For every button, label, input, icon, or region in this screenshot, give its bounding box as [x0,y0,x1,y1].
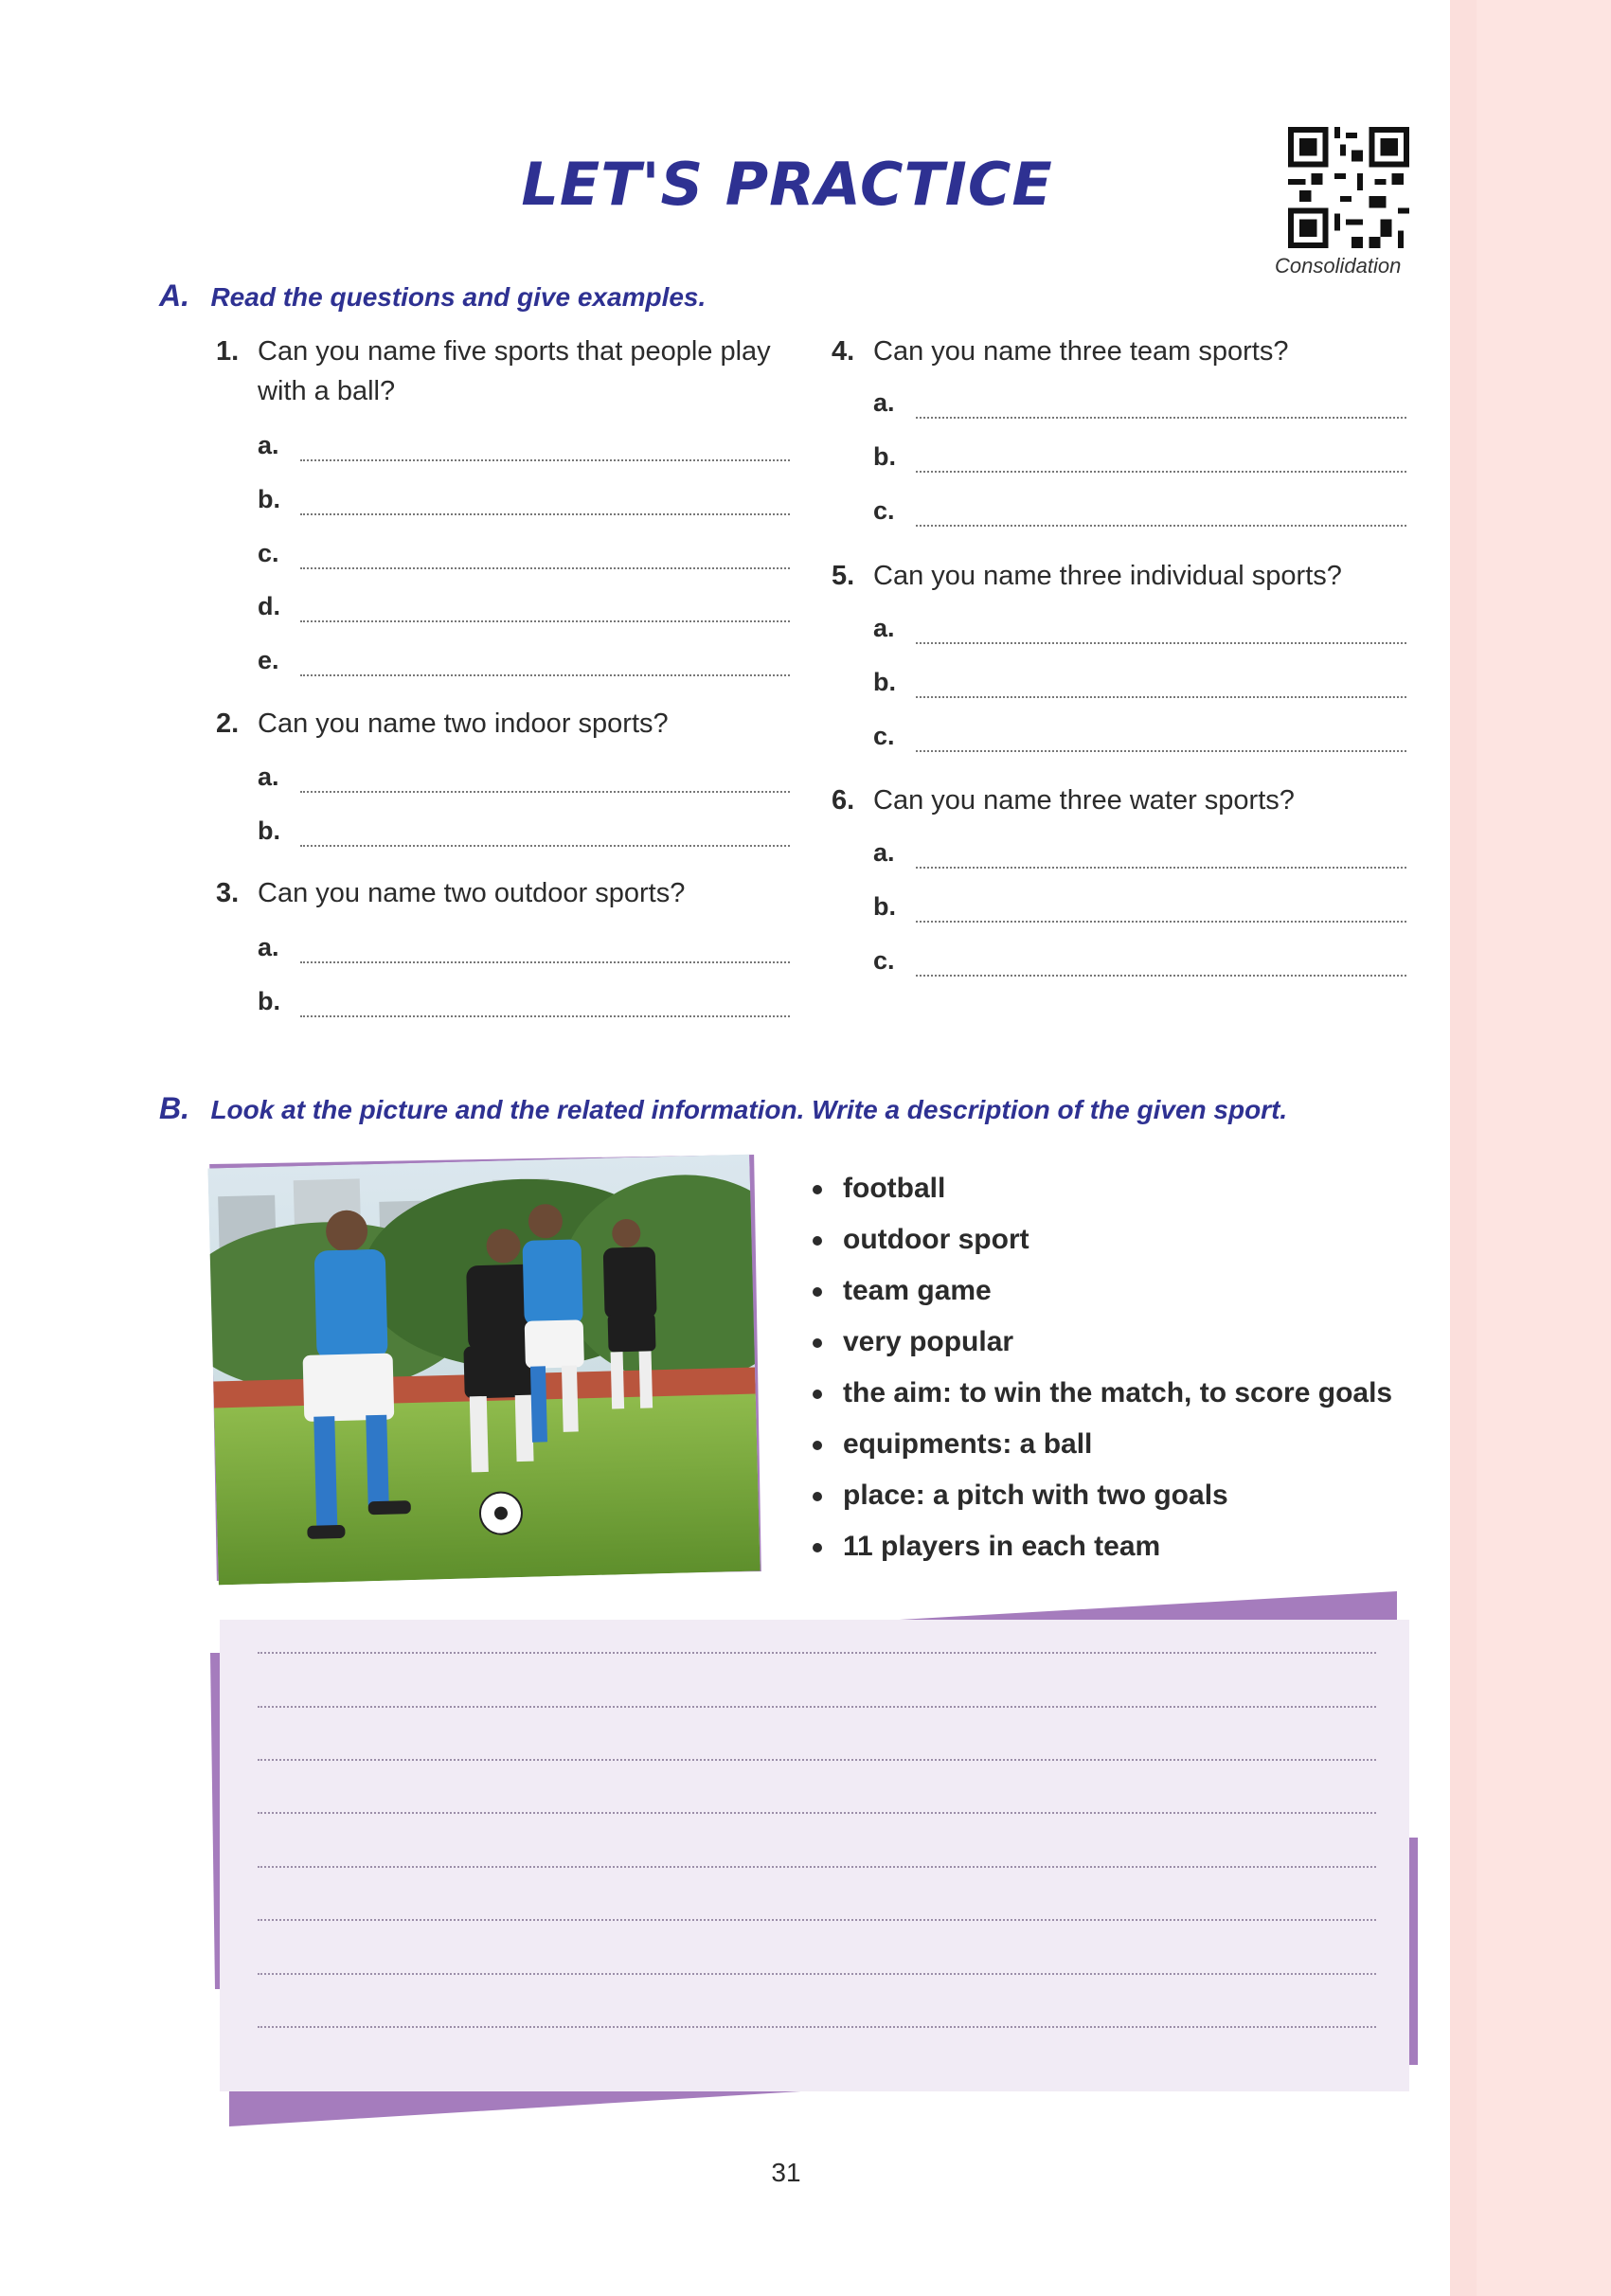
writing-area-paper[interactable] [220,1620,1409,2091]
fact-item: football [810,1163,1392,1214]
section-a-letter: A. [159,278,189,313]
answer-6b[interactable]: b. [873,892,1406,926]
question-5: 5. Can you name three individual sports? [832,561,1342,591]
question-1: 1. Can you name five sports that people play with a ball? [216,336,771,406]
section-b-heading [159,1091,1287,1126]
qr-caption: Consolidation [1275,254,1402,278]
writing-line[interactable] [258,1812,1376,1814]
side-strip [1450,0,1611,2296]
fact-item: 11 players in each team [810,1521,1392,1572]
answer-1e[interactable]: e. [258,646,790,680]
answer-4a[interactable]: a. [873,388,1406,422]
answer-3b[interactable]: b. [258,987,790,1021]
football-facts-list [810,1163,1392,1572]
question-6: 6. Can you name three water sports? [832,785,1295,816]
answer-5c[interactable]: c. [873,722,1406,756]
page-number: 31 [771,2158,801,2187]
question-4: 4. Can you name three team sports? [832,336,1289,367]
writing-line[interactable] [258,1919,1376,1921]
answer-2a[interactable]: a. [258,762,790,797]
answer-4b[interactable]: b. [873,442,1406,476]
question-2: 2. Can you name two indoor sports? [216,709,669,739]
writing-line[interactable] [258,1652,1376,1654]
answer-4c[interactable]: c. [873,496,1406,530]
answer-1a[interactable]: a. [258,431,790,465]
page-title: LET'S PRACTICE [521,150,1053,219]
answer-5b[interactable]: b. [873,668,1406,702]
section-a-heading [159,278,706,314]
writing-area[interactable] [210,1591,1418,2126]
section-b-letter: B. [159,1091,189,1125]
answer-1d[interactable]: d. [258,592,790,626]
fact-item: team game [810,1265,1392,1317]
fact-item: outdoor sport [810,1214,1392,1265]
writing-line[interactable] [258,1759,1376,1761]
section-b-instruction: Look at the picture and the related information. Write a description of the given sport. [210,1095,1288,1124]
writing-line[interactable] [258,1706,1376,1708]
answer-5a[interactable]: a. [873,614,1406,648]
writing-line[interactable] [258,2026,1376,2028]
writing-line[interactable] [258,1866,1376,1868]
answer-6a[interactable]: a. [873,838,1406,872]
football-players-photo [207,1155,760,1586]
answer-6c[interactable]: c. [873,946,1406,980]
writing-line[interactable] [258,1973,1376,1975]
fact-item: very popular [810,1317,1392,1368]
question-3: 3. Can you name two outdoor sports? [216,878,686,908]
answer-3a[interactable]: a. [258,933,790,967]
qr-code-icon[interactable] [1288,127,1409,248]
section-a-instruction: Read the questions and give examples. [210,282,707,312]
fact-item: the aim: to win the match, to score goals [810,1368,1392,1419]
answer-1c[interactable]: c. [258,539,790,573]
fact-item: equipments: a ball [810,1419,1392,1470]
answer-1b[interactable]: b. [258,485,790,519]
fact-item: place: a pitch with two goals [810,1470,1392,1521]
answer-2b[interactable]: b. [258,816,790,851]
